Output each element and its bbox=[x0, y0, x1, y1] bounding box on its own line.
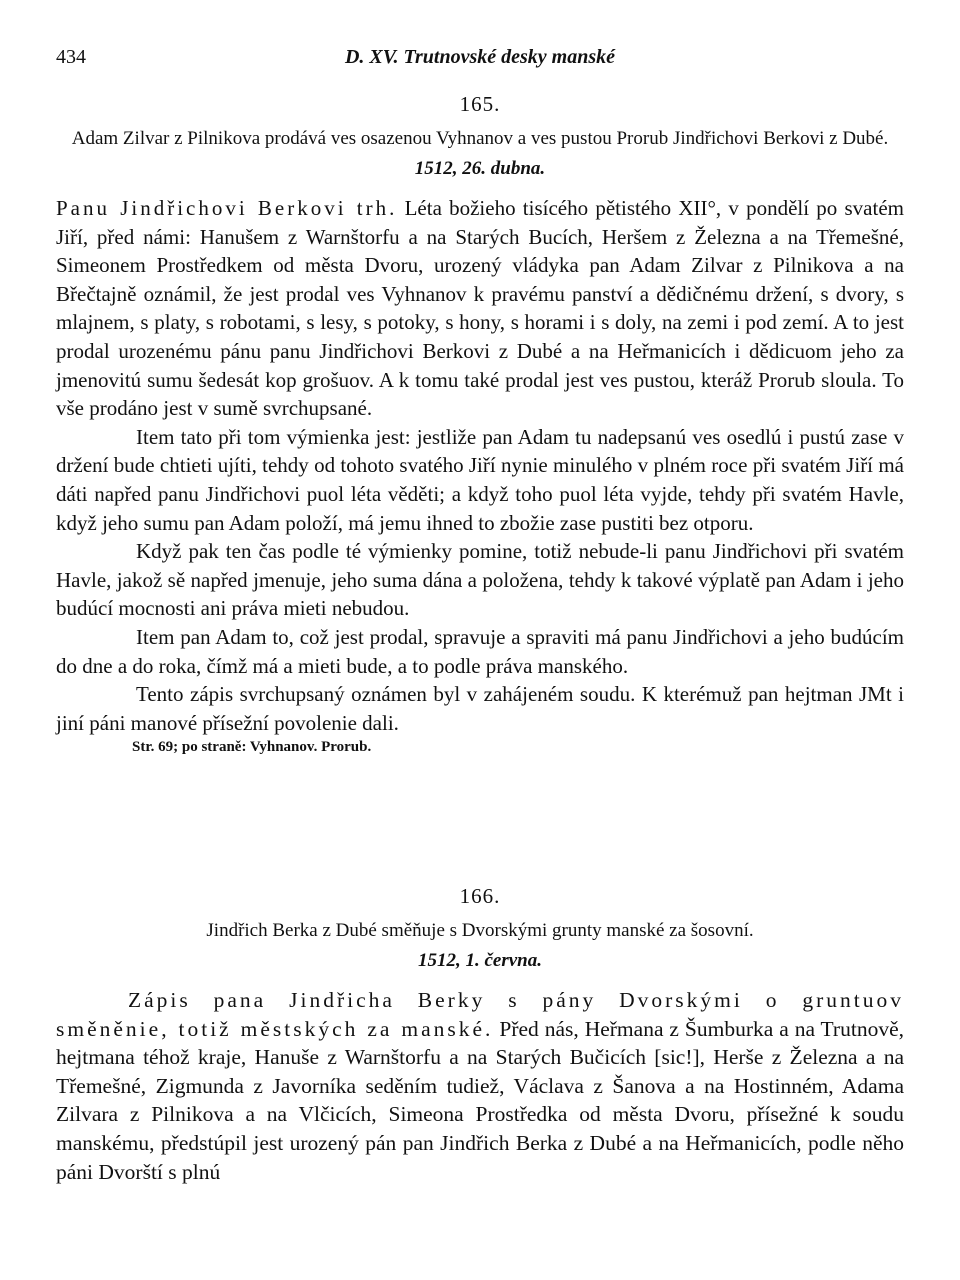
source-note: Str. 69; po straně: Vyhnanov. Prorub. bbox=[132, 739, 372, 756]
paragraph: Tento zápis svrchupsaný oznámen byl v zahájeném soudu. K kterémuž pan hejtman JMt i jiní páni manové přísežní povolenie dali. bbox=[56, 682, 904, 735]
page-header bbox=[56, 46, 904, 74]
entry-heading: Panu Jindřichovi Berkovi trh. bbox=[56, 196, 398, 220]
document-number: 166. bbox=[459, 884, 501, 908]
paragraph: Item pan Adam to, což jest prodal, spravuje a spraviti má panu Jindřichovi a jeho budúcím do dne a do roka, čímž má a mieti bude, a to podle práva manského. bbox=[56, 624, 904, 678]
paragraph bbox=[56, 194, 904, 423]
page-number: 434 bbox=[56, 46, 86, 68]
document-title: Adam Zilvar z Pilnikova prodává ves osazenou Vyhnanov a ves pustou Prorub Jindřichovi Berkovi z Dubé. bbox=[71, 128, 889, 149]
paragraph bbox=[56, 986, 904, 1186]
document-date: 1512, 26. dubna. bbox=[414, 158, 546, 179]
paragraph: Item tato při tom výmienka jest: jestliže pan Adam tu nadepsanú ves osedlú i pustú zase v držení bude chtieti ujíti, tehdy od tohoto svatého Jiří nynie minulého v plném roce při svatém Jiří má dáti napřed panu Jindřichovi puol léta věděti; a když toho puol léta vyjde, tehdy při svatém Havle, když jeho sumu pan Adam položí, má jemu ihned to zbožie zase pustiti bez otporu. bbox=[56, 424, 904, 535]
document-165 bbox=[56, 92, 904, 756]
document-body bbox=[56, 986, 904, 1186]
running-title: D. XV. Trutnovské desky manské bbox=[344, 46, 616, 68]
document-body bbox=[56, 194, 904, 737]
document-166 bbox=[56, 884, 904, 1186]
entry-heading: Zápis pana Jindřicha Berky s pány Dvorskými o gruntuov směněnie, totiž městských za manské. bbox=[56, 988, 904, 1041]
paragraph: Když pak ten čas podle té výmienky pomine, totiž nebude-li panu Jindřichovi při svatém Havle, jakož sě napřed jmenuje, jeho suma dána a položena, tehdy k takové výplatě pan Adam i jeho budúcí mocnosti ani práva mieti nebudou. bbox=[56, 539, 904, 621]
document-date: 1512, 1. června. bbox=[417, 950, 542, 971]
paragraph-text: Léta božieho tisícého pětistého XII°, v pondělí po svatém Jiří, před námi: Hanušem z Warnštorfu a na Starých Bucích, Heršem z Železna a na Třemešné, Simeonem Prostředkem od města Dvoru, urozený vládyka pan Adam Zilvar z Pilnikova a na Břečtajně oznámil, že jest prodal ves Vyhnanov k pravému panství a dědičnému držení, s dvory, s mlajnem, s platy, s robotami, s lesy, s potoky, s hony, s horami i s doly, na zemi i pod zemí. A to jest prodal urozenému pánu panu Jindřichovi Berkovi z Dubé a na Heřmanicích i dědicuom jeho za jmenovitú sumu šedesát kop grošuov. A k tomu také prodal jest ves pustou, kteráž Prorub sloula. To vše prodáno jest v sumě svrchupsané. bbox=[56, 196, 904, 421]
document-number: 165. bbox=[459, 92, 501, 116]
document-title: Jindřich Berka z Dubé směňuje s Dvorskými grunty manské za šosovní. bbox=[206, 920, 754, 941]
paragraph-text: Před nás, Heřmana z Šumburka a na Trutnově, hejtmana téhož kraje, Hanuše z Warnštorfu a na Starých Bučicích [sic!], Herše z Železna a na Třemešné, Zigmunda z Javorníka seděním tudiež, Václava z Šanova a na Hostinném, Adama Zilvara z Pilnikova a na Vlčicích, Simeona Prostředka od města Dvoru, přísežné k soudu manskému, předstúpil jest urozený pán pan Jindřich Berka z Dubé a na Heřmanicích, podle něho páni Dvorští s plnú bbox=[56, 1016, 904, 1184]
